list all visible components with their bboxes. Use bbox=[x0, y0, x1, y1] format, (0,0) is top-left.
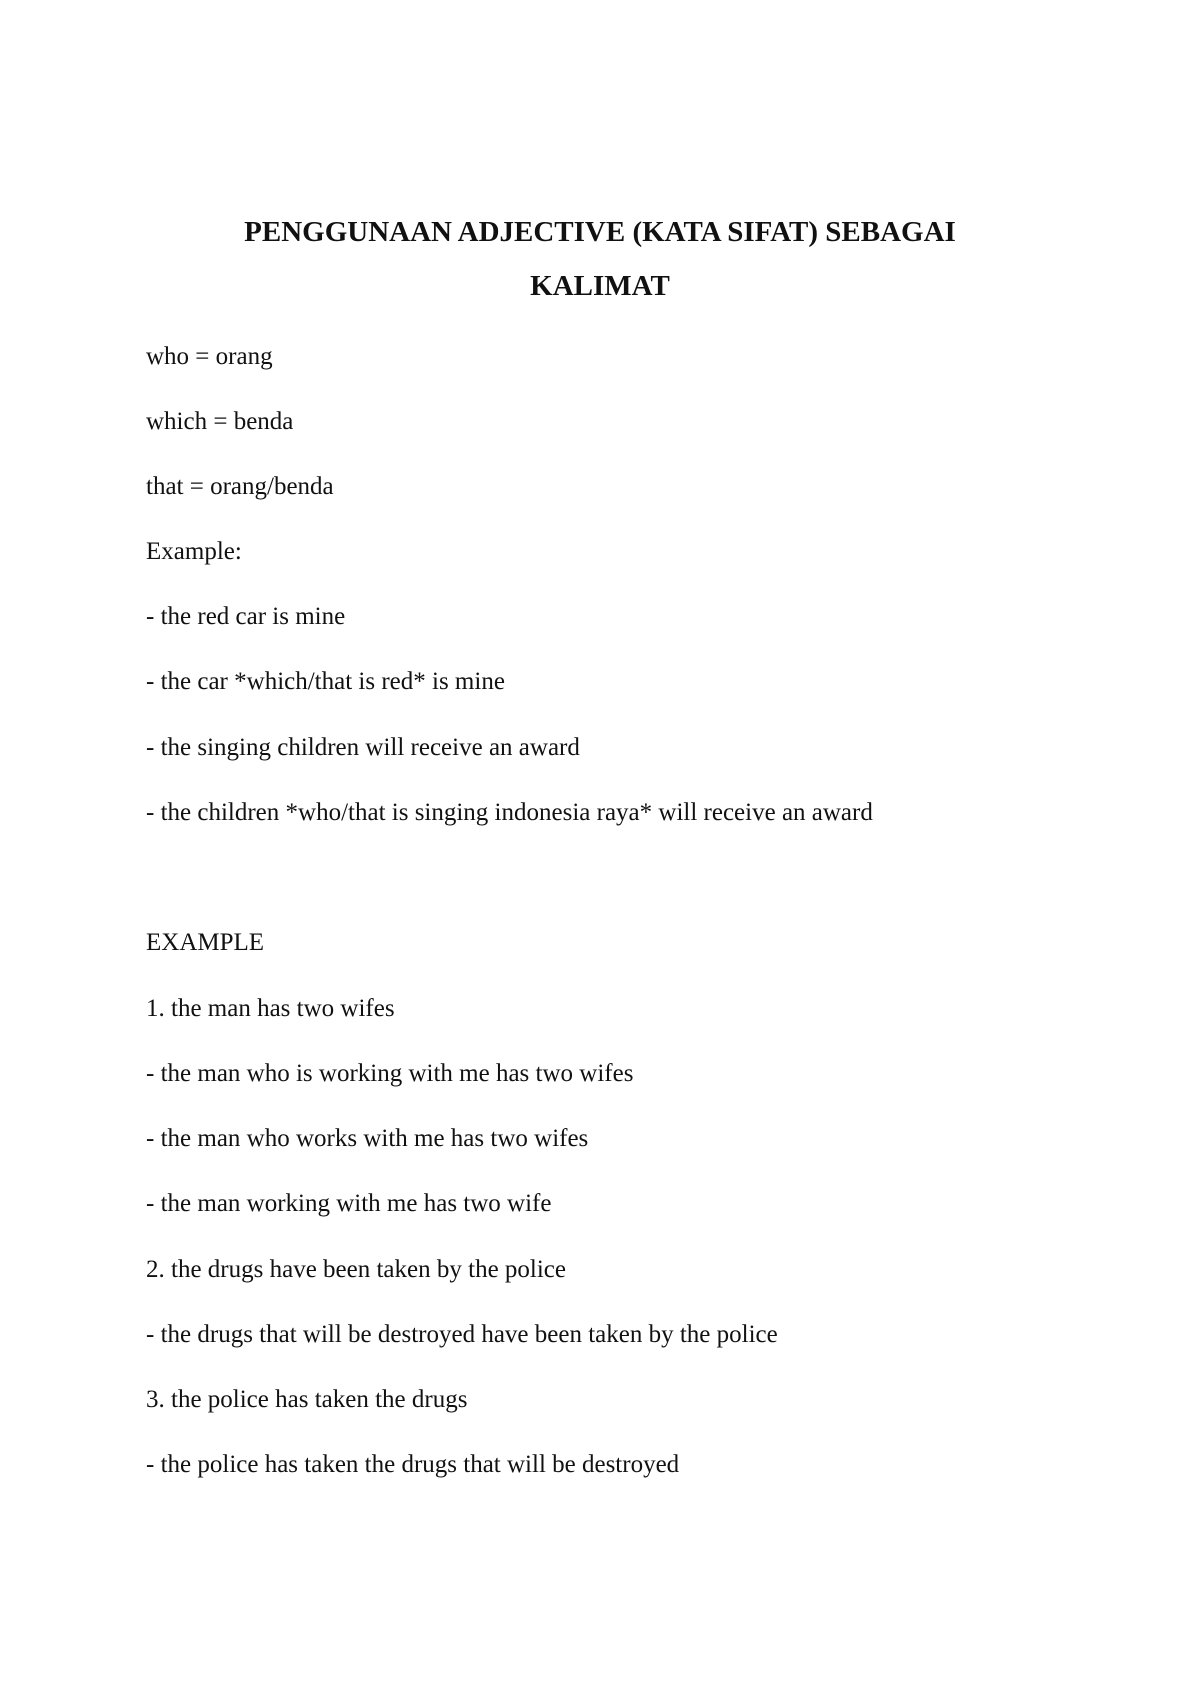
numbered-example-line: 3. the police has taken the drugs bbox=[146, 1386, 468, 1413]
example-line: - the children *who/that is singing indonesia raya* will receive an award bbox=[146, 799, 873, 826]
definition-that: that = orang/benda bbox=[146, 473, 334, 500]
definition-which: which = benda bbox=[146, 408, 294, 435]
numbered-example-line: - the police has taken the drugs that will be destroyed bbox=[146, 1451, 680, 1478]
example-line: - the singing children will receive an award bbox=[146, 734, 580, 761]
example-line: - the car *which/that is red* is mine bbox=[146, 668, 505, 695]
numbered-example-line: - the drugs that will be destroyed have been taken by the police bbox=[146, 1321, 778, 1348]
numbered-example-line: - the man who works with me has two wifes bbox=[146, 1125, 589, 1152]
numbered-example-line: 1. the man has two wifes bbox=[146, 995, 395, 1022]
example-label: Example: bbox=[146, 538, 242, 565]
document-title-line-2: KALIMAT bbox=[530, 270, 670, 302]
numbered-example-line: 2. the drugs have been taken by the police bbox=[146, 1256, 566, 1283]
definition-who: who = orang bbox=[146, 343, 273, 370]
document-title-line-1: PENGGUNAAN ADJECTIVE (KATA SIFAT) SEBAGAI bbox=[244, 216, 956, 248]
numbered-example-line: - the man working with me has two wife bbox=[146, 1190, 552, 1217]
numbered-example-line: - the man who is working with me has two wifes bbox=[146, 1060, 634, 1087]
example-line: - the red car is mine bbox=[146, 603, 346, 630]
section-heading: EXAMPLE bbox=[146, 929, 265, 956]
